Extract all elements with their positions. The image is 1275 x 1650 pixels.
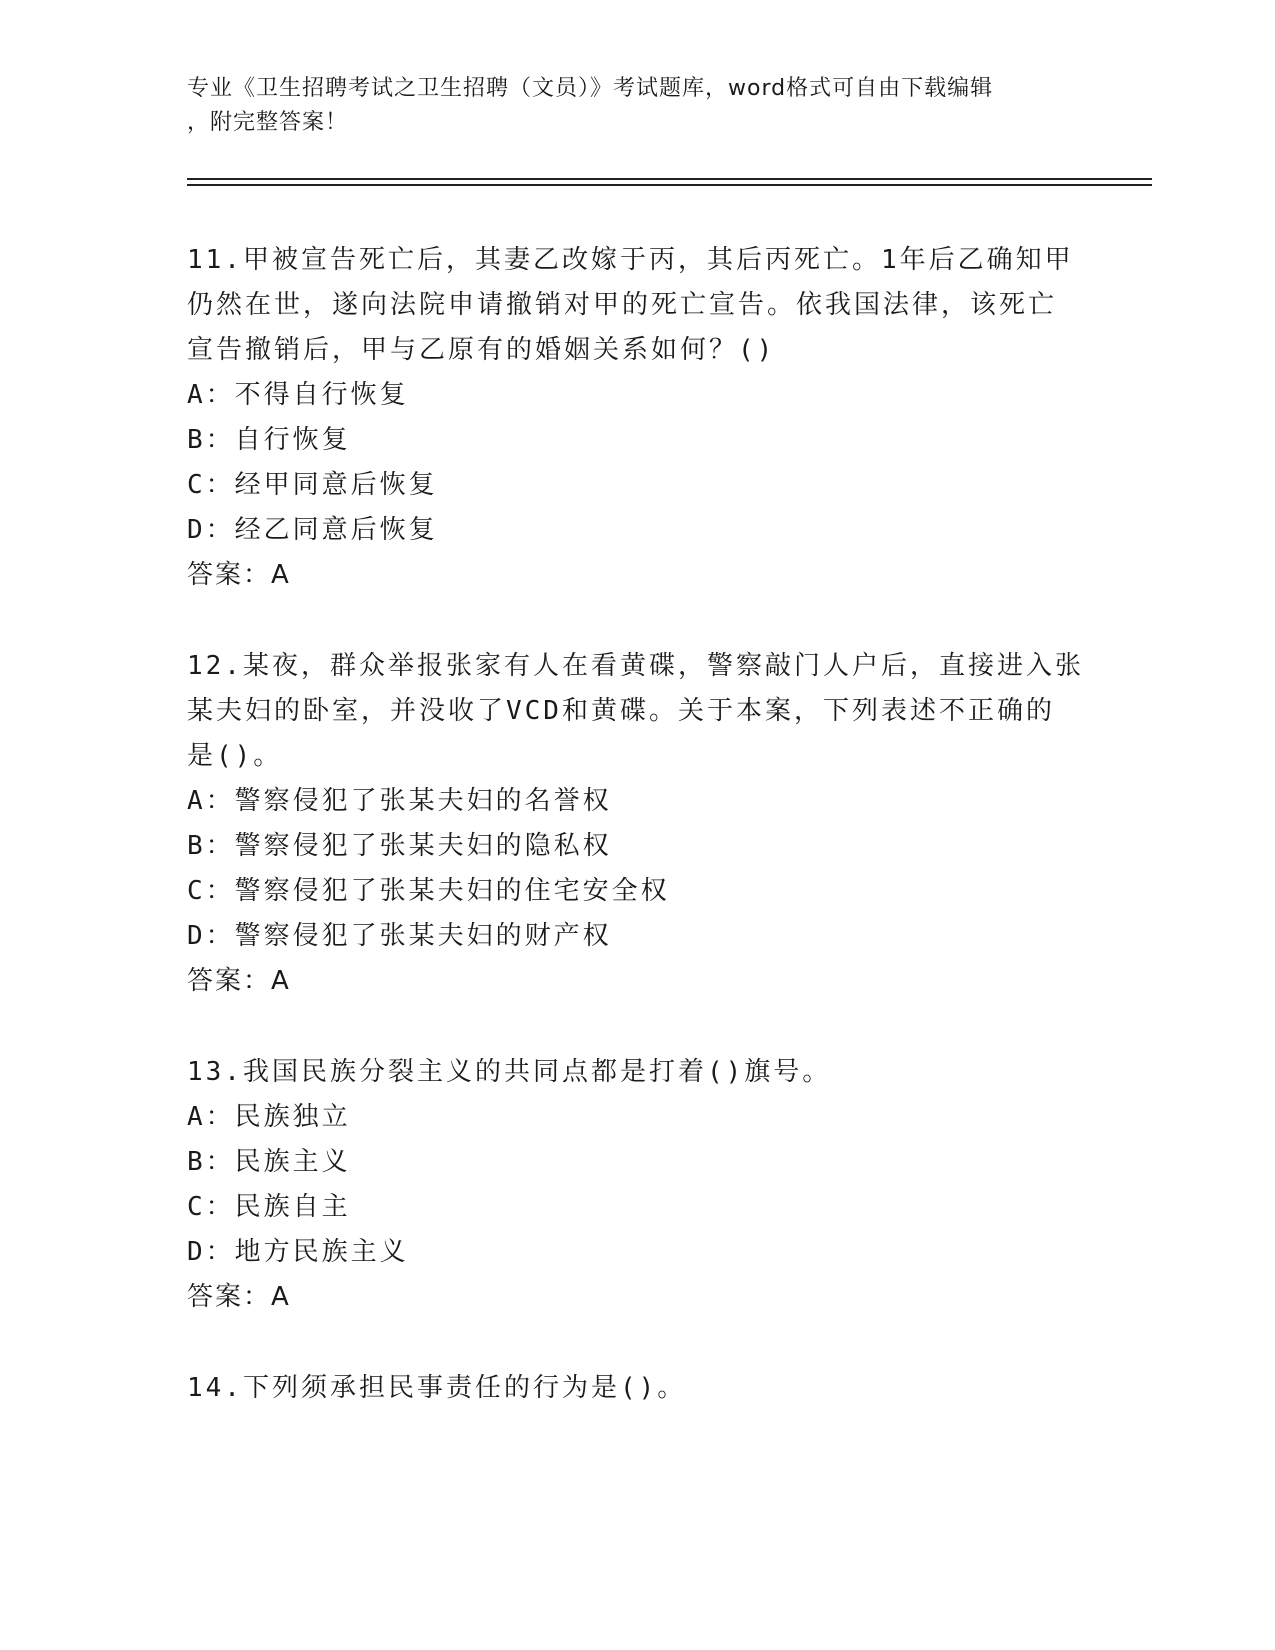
question-text-line: 11.甲被宣告死亡后，其妻乙改嫁于丙，其后丙死亡。1年后乙确知甲	[187, 245, 1074, 275]
answer-line: 答案：A	[187, 966, 291, 996]
answer-line: 答案：A	[187, 560, 291, 590]
option-b: B：自行恢复	[187, 425, 351, 455]
option-d: D：警察侵犯了张某夫妇的财产权	[187, 921, 612, 951]
header-line-1: 专业《卫生招聘考试之卫生招聘（文员）》考试题库，word格式可自由下载编辑	[187, 76, 994, 101]
question-text-line: 宣告撤销后，甲与乙原有的婚姻关系如何？()	[187, 335, 776, 365]
question-12	[187, 644, 1087, 1004]
question-text-line: 13.我国民族分裂主义的共同点都是打着()旗号。	[187, 1057, 832, 1087]
option-c: C：民族自主	[187, 1192, 351, 1222]
option-b: B：民族主义	[187, 1147, 351, 1177]
option-a: A：警察侵犯了张某夫妇的名誉权	[187, 786, 612, 816]
document-header	[187, 72, 1067, 140]
header-divider-top	[187, 178, 1152, 180]
question-text-line: 仍然在世，遂向法院申请撤销对甲的死亡宣告。依我国法律，该死亡	[187, 290, 1058, 320]
option-d: D：经乙同意后恢复	[187, 515, 438, 545]
question-14	[187, 1366, 1087, 1411]
header-line-2: ，附完整答案！	[187, 110, 349, 135]
question-text-line: 14.下列须承担民事责任的行为是()。	[187, 1373, 687, 1403]
option-c: C：警察侵犯了张某夫妇的住宅安全权	[187, 876, 670, 906]
option-a: A：不得自行恢复	[187, 380, 409, 410]
question-text-line: 某夫妇的卧室，并没收了VCD和黄碟。关于本案，下列表述不正确的	[187, 696, 1055, 726]
question-text-line: 是()。	[187, 741, 283, 771]
option-b: B：警察侵犯了张某夫妇的隐私权	[187, 831, 612, 861]
option-c: C：经甲同意后恢复	[187, 470, 438, 500]
answer-line: 答案：A	[187, 1282, 291, 1312]
question-text-line: 12.某夜，群众举报张家有人在看黄碟，警察敲门人户后，直接进入张	[187, 651, 1084, 681]
question-13	[187, 1050, 1087, 1320]
header-divider-bottom	[187, 184, 1152, 186]
option-d: D：地方民族主义	[187, 1237, 409, 1267]
question-list	[187, 238, 1087, 1457]
question-11	[187, 238, 1087, 598]
option-a: A：民族独立	[187, 1102, 351, 1132]
